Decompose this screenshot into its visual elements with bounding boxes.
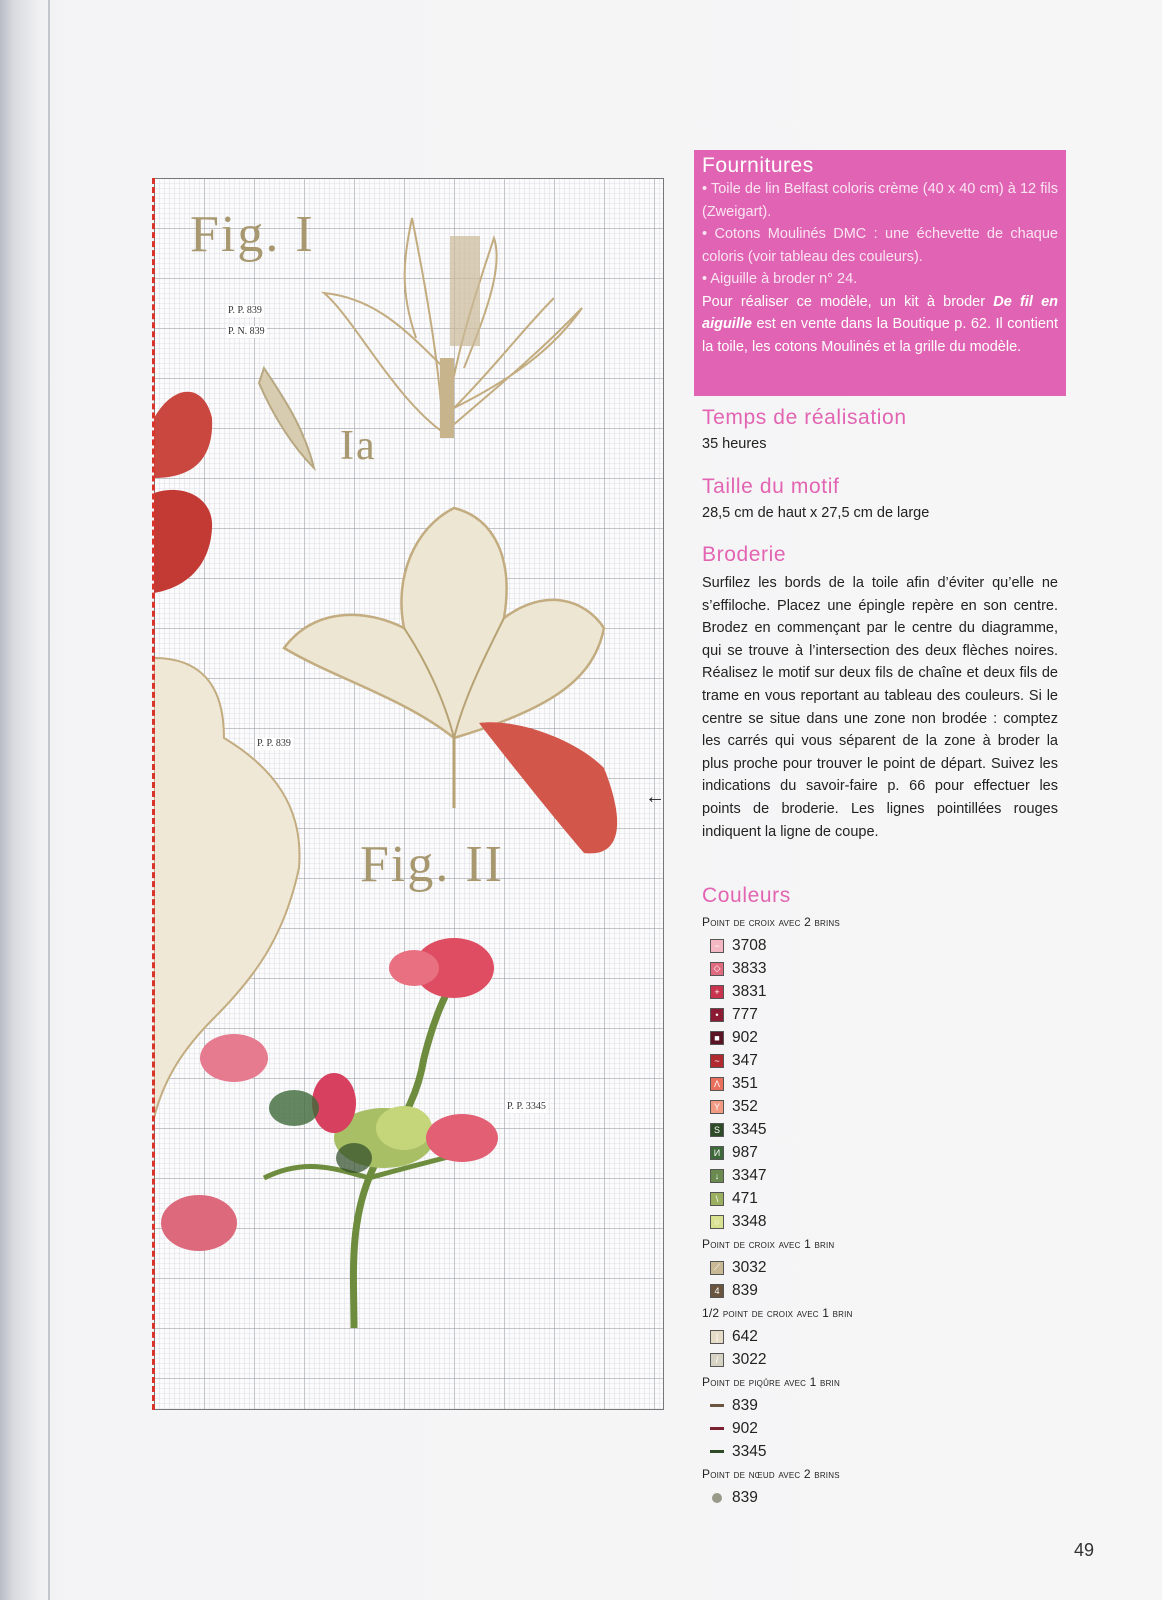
bud-left [200, 1034, 268, 1082]
backstitch-line-icon [710, 1427, 724, 1430]
color-code: 3833 [732, 959, 767, 977]
color-row [702, 1394, 1062, 1417]
fig1-label: Fig. I [190, 206, 315, 263]
color-row [702, 934, 1062, 957]
color-swatch-icon: + [710, 985, 724, 999]
color-code: 839 [732, 1396, 758, 1414]
supplies-box [694, 150, 1066, 396]
color-swatch-icon: / [710, 1353, 724, 1367]
chart-grid [154, 178, 664, 1410]
center-arrow-icon: ← [645, 786, 665, 808]
color-swatch-icon: ○ [710, 1215, 724, 1229]
color-code: 902 [732, 1419, 758, 1437]
lily-fig1-pistil [450, 236, 480, 346]
color-code: 3347 [732, 1166, 767, 1184]
page-number: 49 [1074, 1540, 1095, 1560]
bud-center [312, 1073, 356, 1133]
kit-brand: De fil en aiguille [702, 293, 1059, 332]
color-code: 3831 [732, 982, 767, 1000]
marker-pn839: P. N. 839 [228, 326, 265, 337]
marker-pp3345: P. P. 3345 [507, 1101, 546, 1112]
backstitch-line-icon [710, 1404, 724, 1407]
color-code: 987 [732, 1143, 758, 1161]
binding-gutter [48, 0, 50, 1600]
color-swatch-icon: ■ [710, 1031, 724, 1045]
time-value: 35 heures [702, 436, 767, 452]
embroidery-title: Broderie [702, 543, 787, 566]
color-group-label: Point de croix avec 2 brins [702, 915, 840, 929]
color-code: 777 [732, 1005, 758, 1023]
fig2-label: Fig. II [360, 836, 504, 893]
size-title: Taille du motif [702, 475, 840, 498]
color-group-label: Point de croix avec 1 brin [702, 1237, 835, 1251]
color-swatch-icon: ↓ [710, 1169, 724, 1183]
color-code: 3032 [732, 1258, 767, 1276]
fig1a-label: Ia [340, 423, 377, 469]
color-swatch-icon: 4 [710, 1284, 724, 1298]
color-row [702, 1026, 1062, 1049]
color-code: 471 [732, 1189, 758, 1207]
color-swatch-icon: Λ [710, 1077, 724, 1091]
color-code: 839 [732, 1281, 758, 1299]
color-code: 352 [732, 1097, 758, 1115]
marker-pp839-top: P. P. 839 [228, 305, 262, 316]
color-code: 3348 [732, 1212, 767, 1230]
color-row [702, 1210, 1062, 1233]
lily-fig1-stem [440, 358, 454, 438]
bud-bottom-left [161, 1195, 237, 1251]
kit-text-before: Pour réaliser ce modèle, un kit à broder [702, 293, 994, 310]
color-row [702, 1141, 1062, 1164]
color-code: 3708 [732, 936, 767, 954]
colors-title: Couleurs [702, 884, 791, 907]
bud-right [426, 1114, 498, 1162]
backstitch-line-icon [710, 1450, 724, 1453]
color-code: 351 [732, 1074, 758, 1092]
cross-stitch-chart [154, 178, 664, 1410]
color-code: 3345 [732, 1442, 767, 1460]
color-swatch-icon: Y [710, 1100, 724, 1114]
color-swatch-icon: − [710, 939, 724, 953]
marker-pp839-mid: P. P. 839 [257, 738, 291, 749]
color-swatch-icon: ~ [710, 1054, 724, 1068]
color-row [702, 957, 1062, 980]
color-row [702, 1279, 1062, 1302]
time-title: Temps de réalisation [702, 406, 907, 429]
color-code: 839 [732, 1488, 758, 1506]
color-row [702, 1256, 1062, 1279]
color-swatch-icon: \ [710, 1192, 724, 1206]
color-row [702, 980, 1062, 1003]
color-swatch-icon: ⟋ [710, 1261, 724, 1275]
color-swatch-icon: И [710, 1146, 724, 1160]
color-code: 347 [732, 1051, 758, 1069]
color-row [702, 1049, 1062, 1072]
color-code: 3022 [732, 1350, 767, 1368]
supplies-item-3: • Aiguille à broder n° 24. [702, 271, 858, 287]
color-row [702, 1325, 1062, 1348]
cut-line-dotted [152, 178, 155, 1410]
color-group-label: 1/2 point de croix avec 1 brin [702, 1306, 853, 1320]
color-row [702, 1072, 1062, 1095]
kit-paragraph [702, 291, 1058, 359]
color-code: 902 [732, 1028, 758, 1046]
embroidery-text: Surfilez les bords de la toile afin d’éviter qu’elle ne s’effiloche. Placez une épingle repère en son centre. Brodez en commençant par le centre du diagramme, qui se trouve à l’intersection des deux flèches noires. Réalisez le motif sur deux fils de chaîne et deux fils de trame en vous reportant au tableau des couleurs. Si le centre se situe dans une zone non brodée : comptez les carrés qui vous séparent de la zone à broder la plus proche pour trouver le point de départ. Suivez les indications du savoir-faire p. 66 pour effectuer les points de broderie. Les lignes pointillées rouges indiquent la ligne de coupe. [702, 575, 1058, 840]
supplies-title: Fournitures [702, 154, 814, 177]
color-swatch-icon: | [710, 1330, 724, 1344]
color-swatch-icon: S [710, 1123, 724, 1137]
color-group-label: Point de piqûre avec 1 brin [702, 1375, 840, 1389]
color-row [702, 1417, 1062, 1440]
size-value: 28,5 cm de haut x 27,5 cm de large [702, 505, 930, 521]
french-knot-icon [712, 1493, 722, 1503]
color-row [702, 1095, 1062, 1118]
color-swatch-icon: • [710, 1008, 724, 1022]
color-row [702, 1164, 1062, 1187]
supplies-item-1: • Toile de lin Belfast coloris crème (40 x 40 cm) à 12 fils (Zweigart). [702, 181, 1058, 220]
color-row [702, 1348, 1062, 1371]
colors-legend [702, 911, 1062, 1509]
color-swatch-icon: ◇ [710, 962, 724, 976]
color-row [702, 1003, 1062, 1026]
supplies-item-2: • Cotons Moulinés DMC : une échevette de chaque coloris (voir tableau des couleurs). [702, 226, 1058, 265]
color-code: 3345 [732, 1120, 767, 1138]
color-row [702, 1486, 1062, 1509]
color-row [702, 1118, 1062, 1141]
color-row [702, 1187, 1062, 1210]
color-code: 642 [732, 1327, 758, 1345]
kit-text-after: est en vente dans la Boutique p. 62. Il contient la toile, les cotons Moulinés et la grille du modèle. [702, 316, 1058, 355]
color-group-label: Point de nœud avec 2 brins [702, 1467, 840, 1481]
color-row [702, 1440, 1062, 1463]
